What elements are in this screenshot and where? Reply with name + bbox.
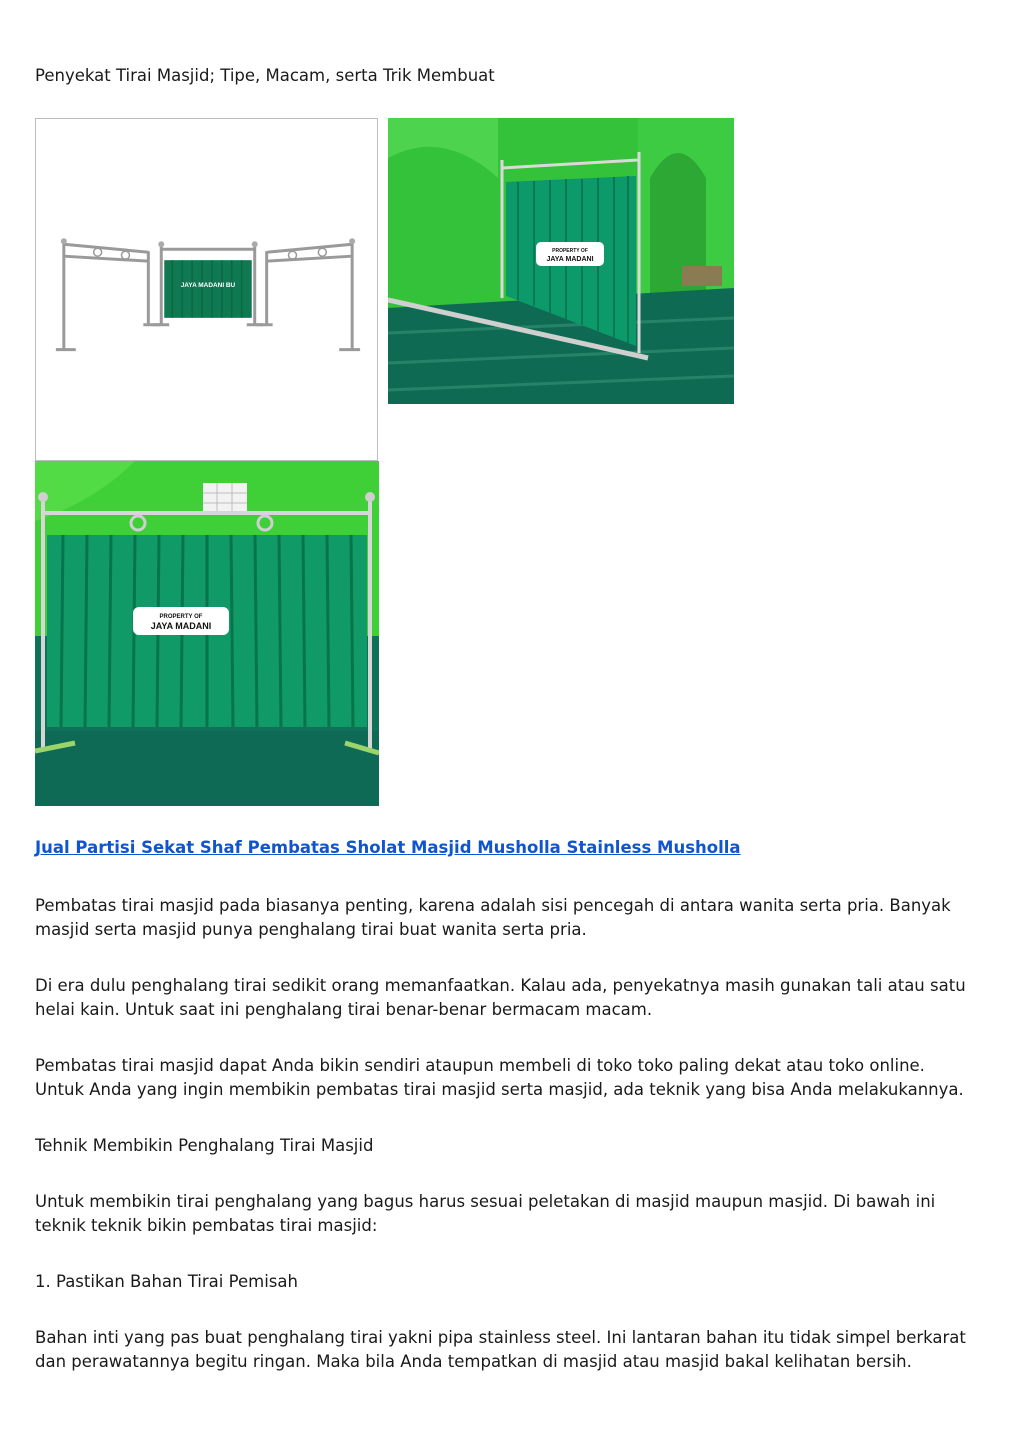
mosque-scene-illustration	[388, 118, 734, 404]
image-caption-line1: PROPERTY OF	[552, 248, 588, 254]
image-caption-line1: PROPERTY OF	[159, 614, 203, 620]
step-heading-1: 1. Pastikan Bahan Tirai Pemisah	[35, 1272, 298, 1291]
paragraph-2: Di era dulu penghalang tirai sedikit orang memanfaatkan. Kalau ada, penyekatnya masih gunakan tali atau satu helai kain. Untuk saat ini penghalang tirai benar-benar bermacam macam.	[35, 976, 966, 1019]
image-caption: JAYA MADANI BU	[180, 282, 236, 290]
product-image-mosque-partition	[388, 118, 734, 404]
page-title: Penyekat Tirai Masjid; Tipe, Macam, serta Trik Membuat	[35, 66, 495, 85]
paragraph-4: Untuk membikin tirai penghalang yang bagus harus sesuai peletakan di masjid maupun masjid. Di bawah ini teknik teknik bikin pembatas tirai masjid:	[35, 1192, 936, 1235]
section-heading: Tehnik Membikin Penghalang Tirai Masjid	[35, 1136, 374, 1155]
paragraph-3: Pembatas tirai masjid dapat Anda bikin sendiri ataupun membeli di toko toko paling dekat atau toko online. Untuk Anda yang ingin membikin pembatas tirai masjid serta masjid, ada teknik yang bisa Anda melakukannya.	[35, 1056, 964, 1099]
product-image-three-partitions	[35, 118, 378, 461]
partition-illustration	[36, 119, 377, 460]
curtain-closeup-illustration	[35, 461, 379, 806]
paragraph-1: Pembatas tirai masjid pada biasanya penting, karena adalah sisi pencegah di antara wanita serta pria. Banyak masjid serta masjid punya penghalang tirai buat wanita serta pria.	[35, 896, 951, 939]
paragraph-5: Bahan inti yang pas buat penghalang tirai yakni pipa stainless steel. Ini lantaran bahan itu tidak simpel berkarat dan perawatannya begitu ringan. Maka bila Anda tempatkan di masjid atau masjid bakal kelihatan bersih.	[35, 1328, 966, 1371]
product-image-curtain-closeup	[35, 461, 379, 806]
product-link[interactable]: Jual Partisi Sekat Shaf Pembatas Sholat Masjid Musholla Stainless Musholla	[35, 838, 741, 857]
image-caption-line2: JAYA MADANI	[150, 621, 212, 631]
image-caption-line2: JAYA MADANI	[546, 256, 594, 263]
